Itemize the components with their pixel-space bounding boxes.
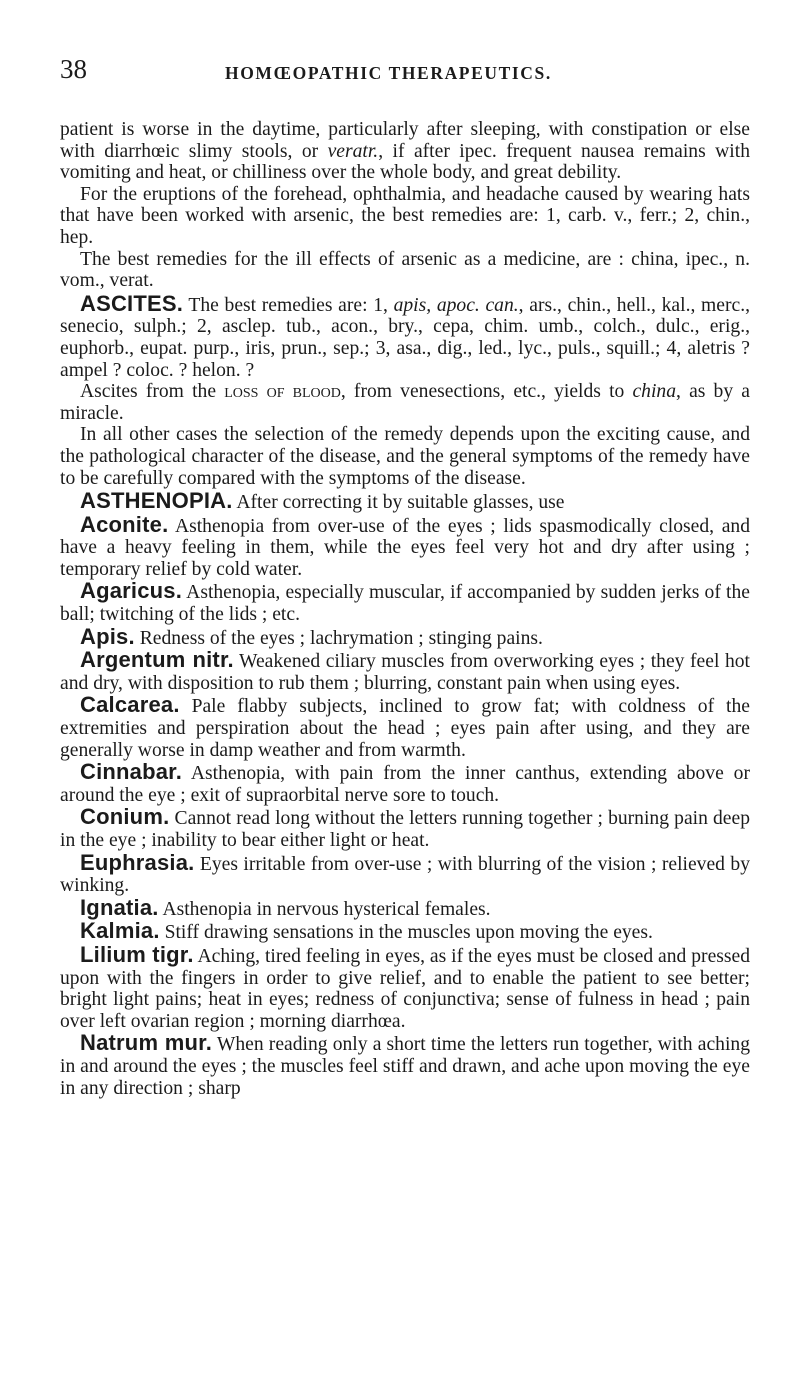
paragraph-ascites-other: In all other cases the selection of the remedy depends upon the exciting cause, and the pathological character of the disease, and the general symptoms of the remedy have to be carefully compared with the symptoms of the disease. <box>60 424 750 489</box>
running-title: HOMŒOPATHIC THERAPEUTICS. <box>225 63 552 83</box>
remedy-name: Natrum mur. <box>80 1030 213 1056</box>
remedy-name: Calcarea. <box>80 692 180 718</box>
remedy-entry: Kalmia. Stiff drawing sensations in the muscles upon moving the eyes. <box>80 918 653 944</box>
page-header <box>60 50 750 90</box>
remedy-entry: Euphrasia. Eyes irritable from over-use ; with blurring of the vision ; relieved by winking. <box>60 849 750 897</box>
paragraph-arsenic-medicine: The best remedies for the ill effects of arsenic as a medicine, are : china, ipec., n. vom., verat. <box>60 248 750 292</box>
paragraph-continuation: patient is worse in the daytime, particularly after sleeping, with constipation or else with diarrhœic slimy stools, or veratr., if after ipec. frequent nausea remains with vomiting and heat, or chilliness over the whole body, and great debility. <box>60 119 750 184</box>
remedy-entry: Natrum mur. When reading only a short time the letters run together, with aching in and around the eyes ; the muscles feel stiff and drawn, and ache upon moving the eye in any direction ; sharp <box>60 1030 750 1099</box>
paragraph-hats-arsenic: For the eruptions of the forehead, ophthalmia, and headache caused by wearing hats that have been worked with arsenic, the best remedies are: 1, carb. v., ferr.; 2, chin., hep. <box>60 183 750 248</box>
remedy-entry: Lilium tigr. Aching, tired feeling in eyes, as if the eyes must be closed and pressed upon with the fingers in order to give relief, and to enable the patient to see better; bright light pains; heat in eyes; redness of conjunctiva; sense of fulness in head ; pain over left ovarian region ; morning diarrhœa. <box>60 941 751 1032</box>
remedy-entry: Conium. Cannot read long without the letters running together ; burning pain deep in the eye ; inability to bear either light or heat. <box>60 804 750 851</box>
remedy-name: Argentum nitr. <box>80 647 234 673</box>
remedy-entry: Agaricus. Asthenopia, especially muscular, if accompanied by sudden jerks of the ball; twitching of the lids ; etc. <box>60 578 750 626</box>
entry-ascites: ASCITES. The best remedies are: 1, apis, apoc. can., ars., chin., hell., kal., merc., senecio, sulph.; 2, asclep. tub., acon., bry., cepa, chim. umb., colch., dulc., erig., euphorb., eupat. purp., iris, prun., sep.; 3, asa., dig., led., lyc., puls., squill.; 4, aletris ? ampel ? coloc. ? helon. ? <box>60 290 750 381</box>
remedy-entry: Calcarea. Pale flabby subjects, inclined to grow fat; with coldness of the extremities and perspiration about the head ; eyes pain after using, and they are generally worse in damp weather and from warmth. <box>60 692 750 761</box>
remedy-name: Euphrasia. <box>80 849 195 875</box>
remedy-entry: Ignatia. Asthenopia in nervous hysterical females. <box>80 894 491 920</box>
remedy-entry: Aconite. Asthenopia from over-use of the eyes ; lids spasmodically closed, and have a heavy feeling in them, while the eyes feel very hot and dry after using ; temporary relief by cold water. <box>60 511 750 580</box>
page-body <box>60 119 750 1099</box>
remedy-name: Agaricus. <box>80 578 183 604</box>
remedy-entry: Cinnabar. Asthenopia, with pain from the inner canthus, extending above or around the eye ; exit of supraorbital nerve sore to touch. <box>60 759 750 806</box>
heading-ascites: ASCITES. <box>80 290 184 316</box>
remedy-entry: Argentum nitr. Weakened ciliary muscles from overworking eyes ; they feel hot and dry, with disposition to rub them ; blurring, constant pain when using eyes. <box>60 647 750 694</box>
remedy-entry: Apis. Redness of the eyes ; lachrymation ; stinging pains. <box>80 623 543 649</box>
heading-asthenopia: ASTHENOPIA. <box>80 488 233 514</box>
remedy-name: Ignatia. <box>80 894 159 920</box>
page-number: 38 <box>60 54 87 84</box>
remedy-name: Apis. <box>80 623 135 649</box>
remedy-name: Kalmia. <box>80 918 160 944</box>
remedy-name: Aconite. <box>80 511 169 537</box>
remedy-name: Conium. <box>80 804 170 830</box>
remedy-name: Lilium tigr. <box>80 941 194 967</box>
paragraph-ascites-blood: Ascites from the loss of blood, from venesections, etc., yields to china, as by a miracle. <box>60 381 750 424</box>
remedy-name: Cinnabar. <box>80 759 183 785</box>
entry-asthenopia: ASTHENOPIA. After correcting it by suitable glasses, use <box>80 488 565 514</box>
